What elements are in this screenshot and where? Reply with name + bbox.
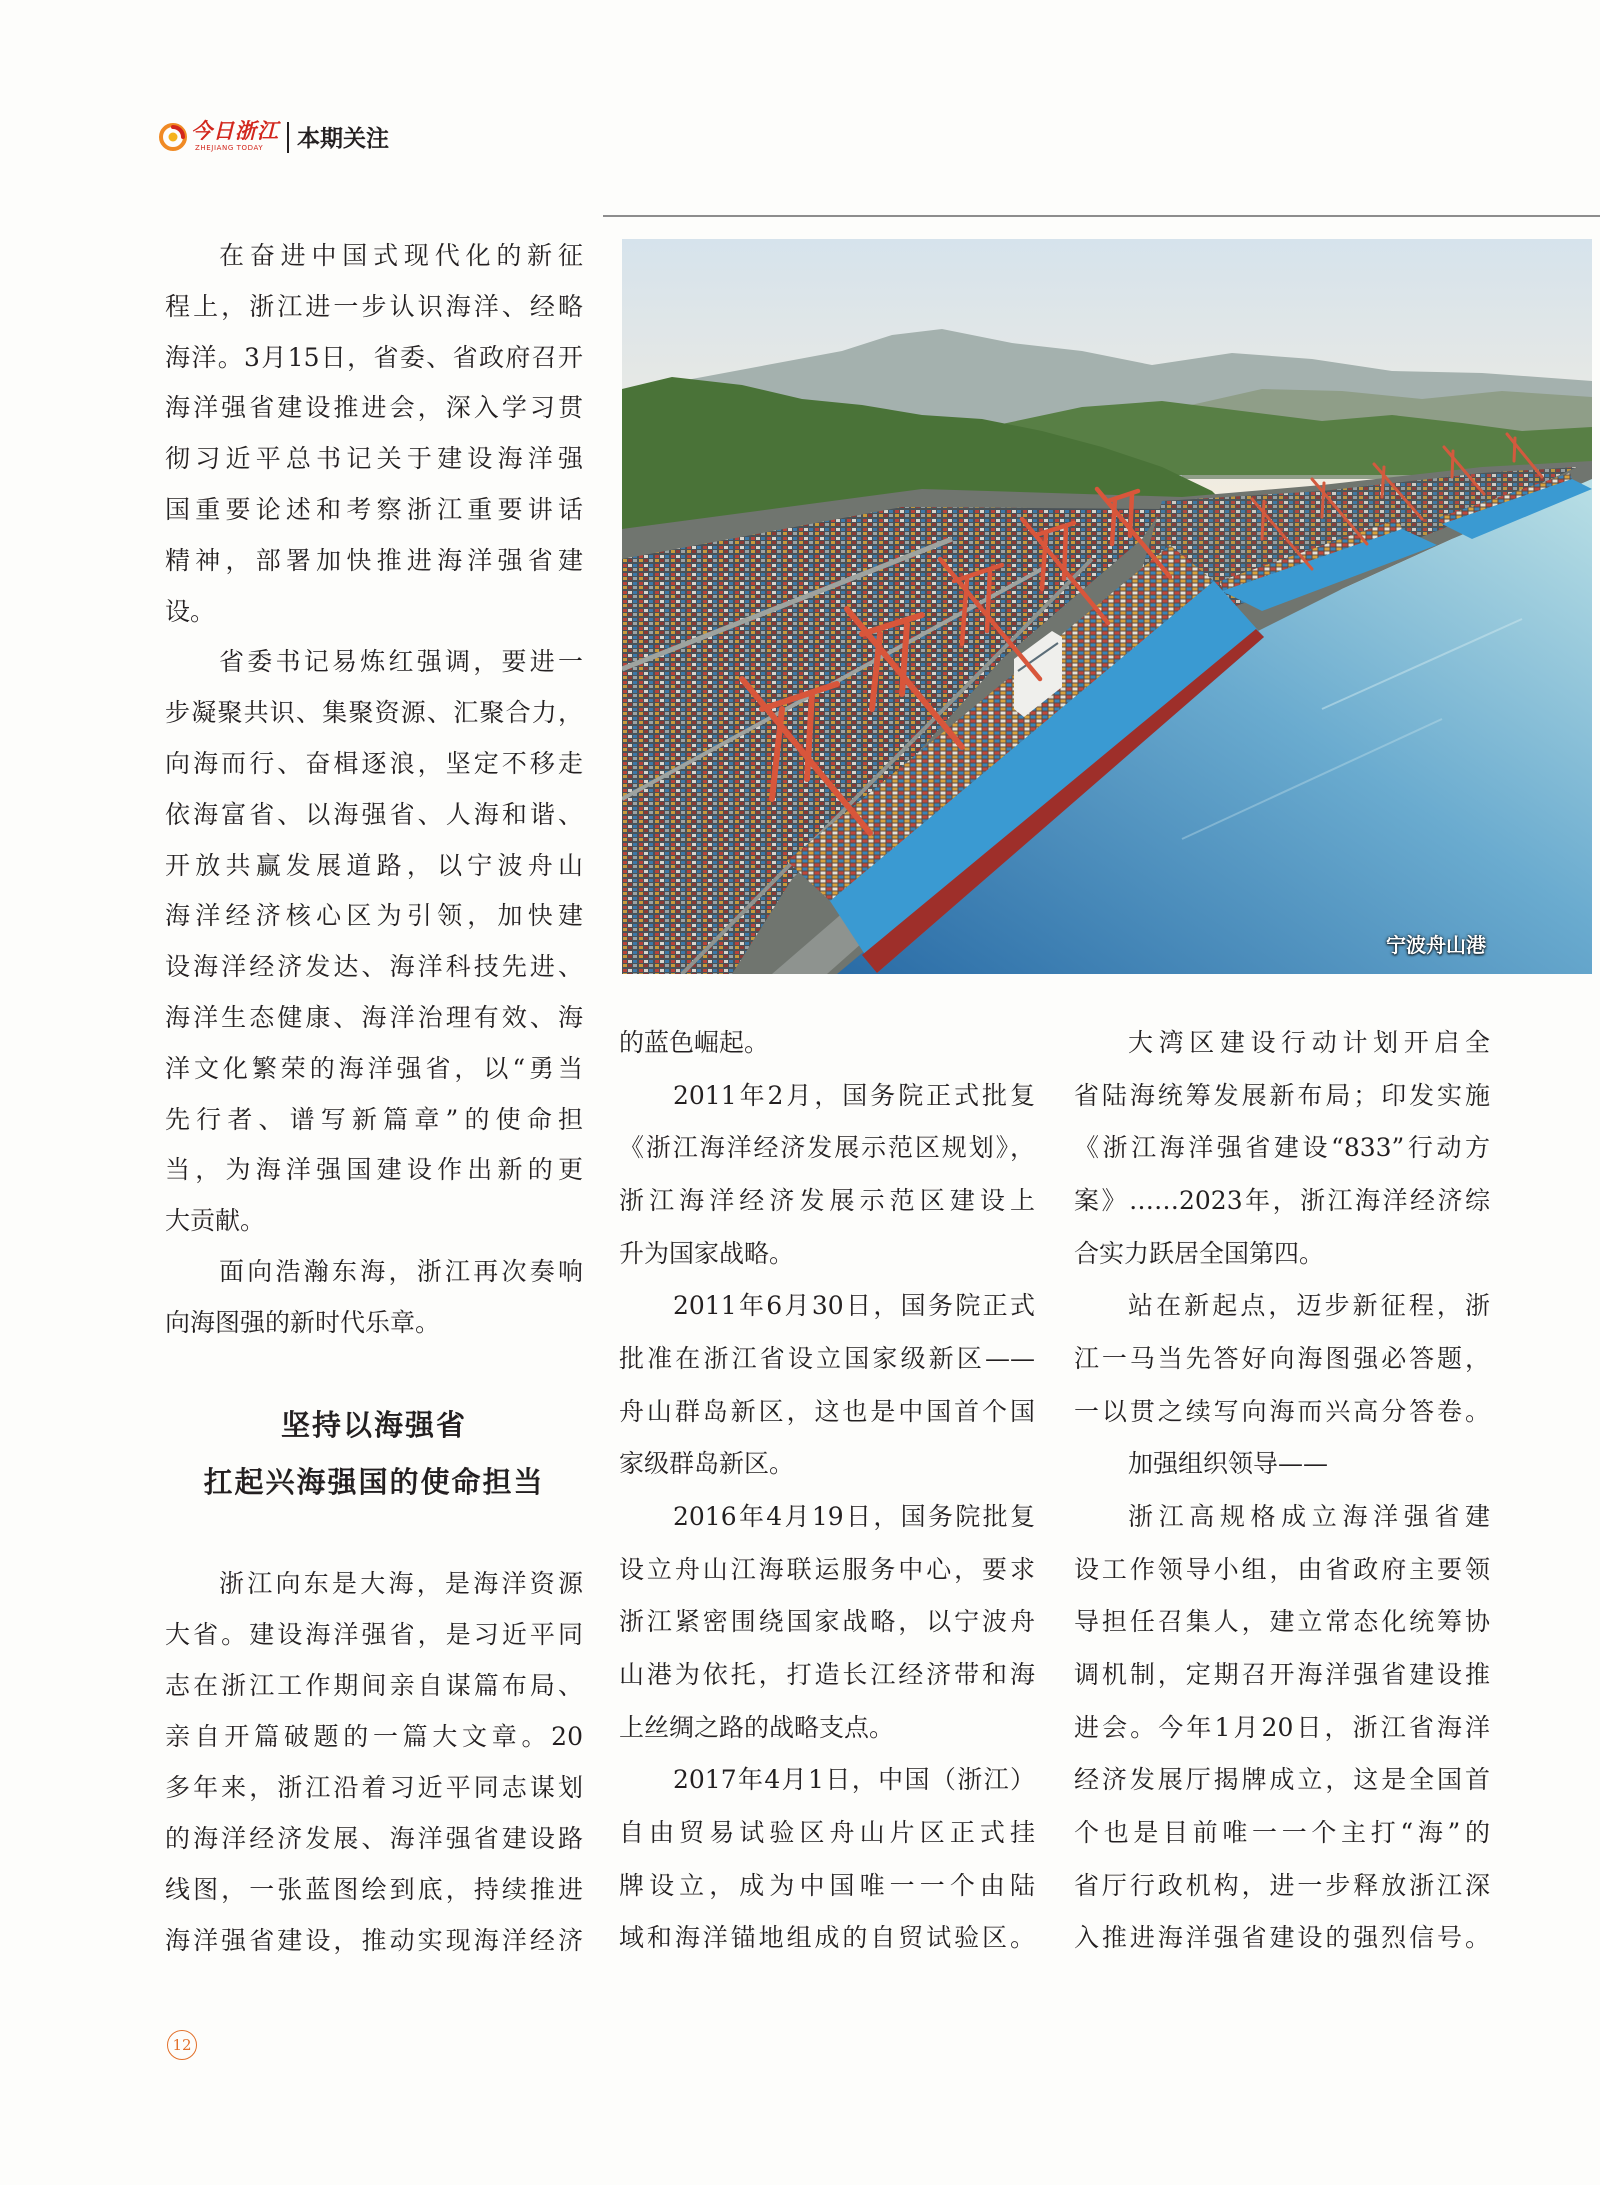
text-line: 国重要论述和考察浙江重要讲话: [165, 494, 583, 524]
text-line: 江一马当先答好向海图强必答题，: [1074, 1343, 1490, 1373]
text-line: 设海洋经济发达、海洋科技先进、: [165, 952, 583, 982]
text-line: 的蓝色崛起。: [619, 1028, 770, 1057]
paragraph: [1074, 1280, 1490, 1438]
text-line: 浙江高规格成立海洋强省建: [1128, 1501, 1490, 1531]
text-line: 升为国家战略。: [619, 1238, 795, 1268]
port-photo-illustration: [622, 239, 1592, 974]
text-line: 省委书记易炼红强调，要进一: [219, 647, 583, 677]
paragraph: [619, 1070, 1035, 1281]
paragraph: [1074, 1017, 1490, 1280]
text-line: 大贡献。: [165, 1206, 266, 1236]
paragraph: [165, 231, 583, 637]
text-line: 2017年4月1日，中国（浙江）: [673, 1765, 1035, 1795]
text-line: 调机制，定期召开海洋强省建设推: [1074, 1659, 1490, 1689]
section-title: 本期关注: [297, 126, 389, 152]
photo-caption: 宁波舟山港: [1386, 933, 1486, 957]
text-line: 海洋。3月15日，省委、省政府召开: [165, 342, 583, 372]
top-rule: [603, 215, 1600, 217]
section-heading-line: 扛起兴海强国的使命担当: [203, 1465, 545, 1499]
text-line: 加强组织领导——: [1128, 1449, 1329, 1479]
text-line: 山港为依托，打造长江经济带和海: [619, 1659, 1035, 1689]
text-line: 志在浙江工作期间亲自谋篇布局、: [165, 1671, 583, 1700]
text-line: 设。: [165, 596, 216, 626]
text-line: 当，为海洋强国建设作出新的更: [165, 1155, 583, 1185]
paragraph: [619, 1754, 1035, 1965]
logo-swirl-icon: [158, 122, 188, 152]
logo-title: 今日浙江: [191, 118, 279, 143]
page-number: 12: [167, 2030, 197, 2060]
text-line: 向海图强的新时代乐章。: [165, 1307, 441, 1337]
text-line: 省厅行政机构，进一步释放浙江深: [1074, 1870, 1490, 1900]
left-column-top: [165, 231, 583, 1349]
header-divider: [287, 122, 289, 153]
text-line: 彻习近平总书记关于建设海洋强: [165, 444, 583, 474]
right-column: [1074, 1017, 1490, 1965]
text-line: 合实力跃居全国第四。: [1074, 1238, 1325, 1268]
text-line: 上丝绸之路的战略支点。: [619, 1712, 895, 1742]
paragraph: [619, 1491, 1035, 1754]
text-line: 洋文化繁荣的海洋强省，以“勇当: [165, 1053, 583, 1083]
text-line: 设立舟山江海联运服务中心，要求: [619, 1554, 1035, 1584]
text-line: 自由贸易试验区舟山片区正式挂: [619, 1817, 1035, 1847]
left-column-bottom: [165, 1558, 583, 1966]
text-line: 的海洋经济发展、海洋强省建设路: [165, 1824, 583, 1853]
text-line: 舟山群岛新区，这也是中国首个国: [619, 1396, 1035, 1426]
text-line: 个也是目前唯一一个主打“海”的: [1074, 1817, 1490, 1847]
text-line: 牌设立，成为中国唯一一个由陆: [619, 1870, 1035, 1900]
text-line: 依海富省、以海强省、人海和谐、: [165, 799, 583, 829]
magazine-logo: [158, 118, 283, 158]
text-line: 浙江向东是大海，是海洋资源: [219, 1569, 583, 1598]
text-line: 导担任召集人，建立常态化统筹协: [1074, 1607, 1490, 1637]
text-line: 经济发展厅揭牌成立，这是全国首: [1074, 1765, 1490, 1795]
text-line: 精神，部署加快推进海洋强省建: [165, 545, 583, 575]
section-heading-line: 坚持以海强省: [280, 1408, 467, 1442]
text-line: 海洋强省建设推进会，深入学习贯: [165, 393, 583, 423]
port-photo: [622, 239, 1592, 974]
text-line: 线图，一张蓝图绘到底，持续推进: [165, 1875, 583, 1904]
text-line: 向海而行、奋楫逐浪，坚定不移走: [165, 748, 583, 778]
text-line: 2016年4月19日，国务院批复: [673, 1501, 1035, 1531]
text-line: 《浙江海洋经济发展示范区规划》，: [619, 1133, 1035, 1163]
text-line: 《浙江海洋强省建设“833”行动方: [1074, 1133, 1490, 1163]
paragraph: [619, 1017, 1035, 1070]
text-line: 大湾区建设行动计划开启全: [1128, 1028, 1490, 1057]
text-line: 进会。今年1月20日，浙江省海洋: [1074, 1712, 1490, 1742]
text-line: 先行者、谱写新篇章”的使命担: [165, 1104, 583, 1134]
text-line: 2011年2月，国务院正式批复: [673, 1080, 1035, 1110]
text-line: 设工作领导小组，由省政府主要领: [1074, 1554, 1490, 1584]
text-line: 省陆海统筹发展新布局；印发实施: [1074, 1080, 1490, 1110]
text-line: 浙江海洋经济发展示范区建设上: [619, 1185, 1035, 1215]
paragraph: [165, 1558, 583, 1966]
section-heading: [165, 1397, 583, 1511]
text-line: 站在新起点，迈步新征程，浙: [1128, 1291, 1490, 1321]
text-line: 亲自开篇破题的一篇大文章。20: [165, 1722, 583, 1751]
paragraph: [165, 637, 583, 1247]
paragraph: [1074, 1491, 1490, 1965]
text-line: 批准在浙江省设立国家级新区——: [619, 1343, 1035, 1373]
text-line: 案》……2023年，浙江海洋经济综: [1074, 1185, 1490, 1215]
text-line: 海洋强省建设，推动实现海洋经济: [165, 1926, 583, 1955]
text-line: 一以贯之续写向海而兴高分答卷。: [1074, 1396, 1490, 1426]
text-line: 家级群岛新区。: [619, 1449, 795, 1479]
text-line: 大省。建设海洋强省，是习近平同: [165, 1620, 583, 1649]
text-line: 海洋经济核心区为引领，加快建: [165, 901, 583, 931]
text-line: 步凝聚共识、集聚资源、汇聚合力，: [165, 698, 583, 728]
text-line: 程上，浙江进一步认识海洋、经略: [165, 291, 583, 321]
text-line: 入推进海洋强省建设的强烈信号。: [1074, 1923, 1490, 1953]
text-line: 开放共赢发展道路，以宁波舟山: [165, 850, 583, 880]
paragraph: [619, 1280, 1035, 1491]
logo-subtitle: ZHEJIANG TODAY: [195, 144, 264, 152]
text-line: 面向浩瀚东海，浙江再次奏响: [219, 1256, 583, 1286]
text-line: 浙江紧密围绕国家战略，以宁波舟: [619, 1607, 1035, 1637]
text-line: 域和海洋锚地组成的自贸试验区。: [619, 1923, 1035, 1953]
paragraph: [165, 1247, 583, 1349]
text-line: 多年来，浙江沿着习近平同志谋划: [165, 1773, 583, 1802]
text-line: 2011年6月30日，国务院正式: [673, 1291, 1035, 1321]
middle-column: [619, 1017, 1035, 1965]
text-line: 海洋生态健康、海洋治理有效、海: [165, 1002, 583, 1032]
text-line: 在奋进中国式现代化的新征: [219, 241, 583, 270]
paragraph: [1074, 1438, 1490, 1491]
